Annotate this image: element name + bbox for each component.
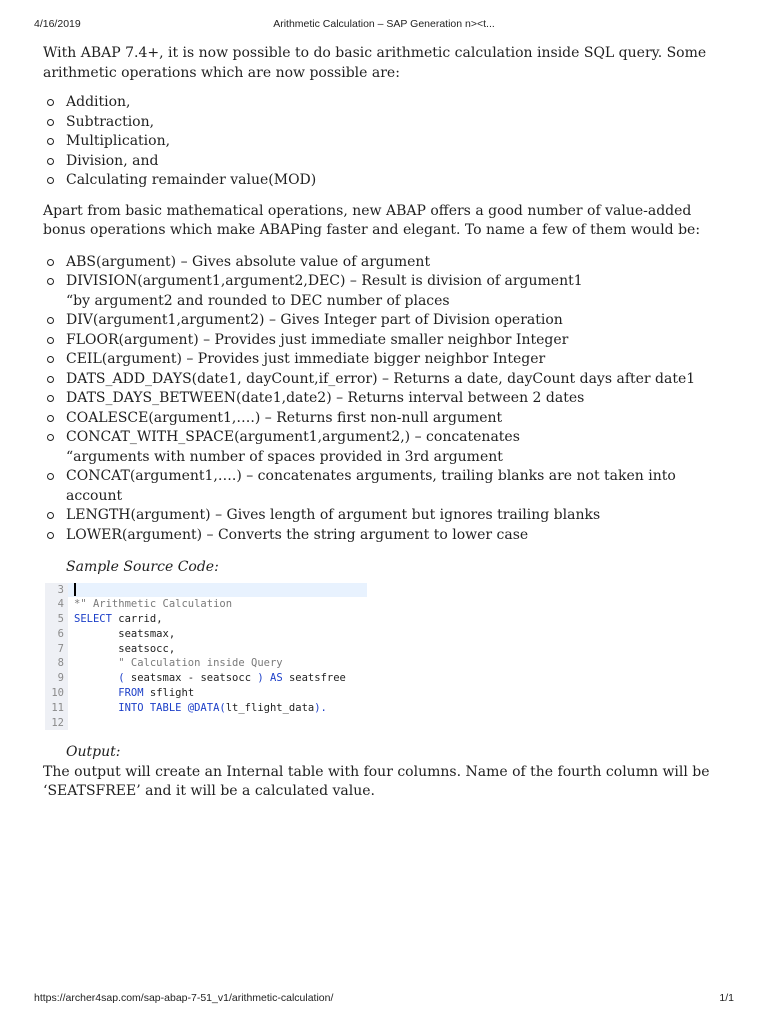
line-number: 6 [45,627,68,642]
list-item: DIV(argument1,argument2) – Gives Integer part of Division operation [43,311,733,331]
code-line: 6 seatsmax, [45,627,367,642]
circle-bullet-icon [47,337,54,344]
circle-bullet-icon [47,317,54,324]
list-item: DATS_ADD_DAYS(date1, dayCount,if_error) – Returns a date, dayCount days after date1 [43,370,733,390]
circle-bullet-icon [47,434,54,441]
code-line [45,716,367,731]
sample-code-caption: Sample Source Code: [66,559,219,575]
list-item: Calculating remainder value(MOD) [43,171,733,191]
page-number: 1/1 [719,992,734,1004]
list-item: CONCAT(argument1,….) – concatenates arguments, trailing blanks are not taken into account [43,467,733,506]
list-item: CEIL(argument) – Provides just immediate bigger neighbor Integer [43,350,733,370]
circle-bullet-icon [47,177,54,184]
circle-bullet-icon [47,376,54,383]
list-item: FLOOR(argument) – Provides just immediate smaller neighbor Integer [43,331,733,351]
code-editor [45,583,367,731]
circle-bullet-icon [47,415,54,422]
circle-bullet-icon [47,512,54,519]
output-paragraph: The output will create an Internal table with four columns. Name of the fourth column will be ‘SEATSFREE’ and it will be a calculated value. [43,763,710,800]
line-number: 4 [45,597,68,612]
circle-bullet-icon [47,99,54,106]
code-line: 7 seatsocc, [45,642,367,657]
line-number: 10 [45,686,68,701]
code-line: 5 SELECT carrid, [45,612,367,627]
line-number: 9 [45,671,68,686]
list-item: DIVISION(argument1,argument2,DEC) – Result is division of argument1 “by argument2 and rounded to DEC number of places [43,272,733,311]
bonus-operations-paragraph: Apart from basic mathematical operations, new ABAP offers a good number of value-added bonus operations which make ABAPing faster and elegant. To name a few of them would be: [43,202,701,238]
list-item: ABS(argument) – Gives absolute value of argument [43,253,733,273]
code-line: 10 FROM sflight [45,686,367,701]
line-number: 11 [45,701,68,716]
circle-bullet-icon [47,138,54,145]
list-item: Multiplication, [43,132,733,152]
code-line [45,583,367,598]
list-item: Subtraction, [43,113,733,133]
circle-bullet-icon [47,395,54,402]
circle-bullet-icon [47,119,54,126]
article-body [43,44,733,802]
list-item: LENGTH(argument) – Gives length of argument but ignores trailing blanks [43,506,733,526]
intro-paragraph: With ABAP 7.4+, it is now possible to do basic arithmetic calculation inside SQL query. Some arithmetic operations which are now possible are: [43,45,707,81]
line-number: 7 [45,642,68,657]
functions-list [43,253,733,546]
text-cursor [74,583,76,596]
circle-bullet-icon [47,473,54,480]
list-item: Addition, [43,93,733,113]
list-item: LOWER(argument) – Converts the string argument to lower case [43,526,733,546]
code-line: 8 " Calculation inside Query [45,656,367,671]
print-title: Arithmetic Calculation – SAP Generation n><t... [273,18,495,30]
output-caption: Output: [66,744,121,761]
list-item: Division, and [43,152,733,172]
circle-bullet-icon [47,259,54,266]
print-date: 4/16/2019 [34,18,81,30]
code-line: 11 INTO TABLE @DATA(lt_flight_data). [45,701,367,716]
list-item: COALESCE(argument1,….) – Returns first non-null argument [43,409,733,429]
circle-bullet-icon [47,158,54,165]
line-number: 5 [45,612,68,627]
circle-bullet-icon [47,356,54,363]
line-number: 12 [45,716,68,731]
list-item: DATS_DAYS_BETWEEN(date1,date2) – Returns interval between 2 dates [43,389,733,409]
circle-bullet-icon [47,532,54,539]
code-line: 9 ( seatsmax - seatsocc ) AS seatsfree [45,671,367,686]
line-number: 3 [45,583,68,598]
circle-bullet-icon [47,278,54,285]
operations-list [43,93,733,191]
code-line: 4 *" Arithmetic Calculation [45,597,367,612]
source-url: https://archer4sap.com/sap-abap-7-51_v1/arithmetic-calculation/ [34,992,334,1004]
list-item: CONCAT_WITH_SPACE(argument1,argument2,) – concatenates “arguments with number of spaces provided in 3rd argument [43,428,733,467]
line-number: 8 [45,656,68,671]
